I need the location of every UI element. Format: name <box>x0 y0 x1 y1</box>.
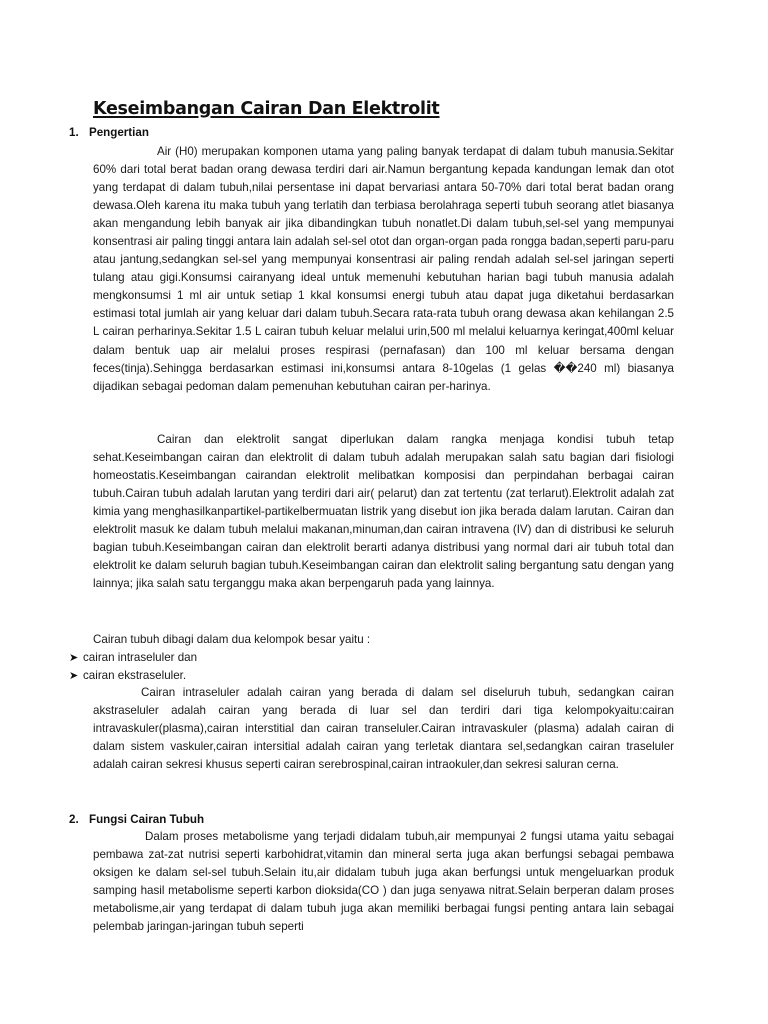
section-number: 1. <box>69 126 79 139</box>
arrow-bullet-icon: ➤ <box>69 652 79 664</box>
list-item: ➤ cairan intraseluler dan <box>69 649 197 667</box>
section-title: Fungsi Cairan Tubuh <box>89 813 205 826</box>
paragraph-kelompok-intro: Cairan tubuh dibagi dalam dua kelompok besar yaitu : <box>93 633 371 646</box>
paragraph-intraseluler: Cairan intraseluler adalah cairan yang berada di dalam sel diseluruh tubuh, sedangkan cairan akstraseluler adalah cairan yang berada di luar sel dan terdiri dari tiga kelompokyaitu:cairan intravaskuler(plasma),cairan interstitial dan cairan transeluler.Cairan intravaskuler (plasma) adalah cairan di dalam sistem vaskuler,cairan intersitial adalah cairan yang terletak diantara sel,sedangkan cairan traseluler adalah cairan sekresi khusus seperti cairan serebrospinal,cairan intraokuler,dan sekresi saluran cerna. <box>93 686 674 772</box>
document-title: Keseimbangan Cairan Dan Elektrolit <box>93 99 440 119</box>
arrow-bullet-icon: ➤ <box>69 670 79 682</box>
section-title: Pengertian <box>89 126 149 139</box>
paragraph-cairan-elektrolit: Cairan dan elektrolit sangat diperlukan dalam rangka menjaga kondisi tubuh tetap sehat.Keseimbangan cairan dan elektrolit di dalam tubuh adalah merupakan salah satu bagian dari fisiologi homeostatis.Keseimbangan cairandan elektrolit melibatkan komposisi dan perpindahan berbagai cairan tubuh.Cairan tubuh adalah larutan yang terdiri dari air( pelarut) dan zat tertentu (zat terlarut).Elektrolit adalah zat kimia yang menghasilkanpartikel-partikelbermuatan listrik yang disebut ion jika berada dalam larutan. Cairan dan elektrolit masuk ke dalam tubuh melalui makanan,minuman,dan cairan intravena (IV) dan di distribusi ke seluruh bagian tubuh.Keseimbangan cairan dan elektrolit berarti adanya distribusi yang normal dari air tubuh total dan elektrolit ke dalam seluruh bagian tubuh.Keseimbangan cairan dan elektrolit saling bergantung satu dengan yang lainnya; jika salah satu terganggu maka akan berpengaruh pada yang lainnya. <box>93 433 674 591</box>
paragraph-air-komponen: Air (H0) merupakan komponen utama yang paling banyak terdapat di dalam tubuh manusia.Sekitar 60% dari total berat badan orang dewasa terdiri dari air.Namun bergantung kepada kandungan lemak dan otot yang terdapat di dalam tubuh,nilai persentase ini dapat bervariasi antara 50-70% dari total berat badan orang dewasa.Oleh karena itu maka tubuh yang terlatih dan terbiasa berolahraga seperti tubuh seorang atlet biasanya akan mengandung lebih banyak air jika dibandingkan tubuh nonatlet.Di dalam tubuh,sel-sel yang mempunyai konsentrasi air paling tinggi antara lain adalah sel-sel otot dan organ-organ pada rongga badan,seperti paru-paru atau jantung,sedangkan sel-sel yang mempunyai konsentrasi air paling rendah adalah sel-sel jaringan seperti tulang atau gigi.Konsumsi cairanyang ideal untuk memenuhi kebutuhan harian bagi tubuh manusia adalah mengkonsumsi 1 ml air untuk setiap 1 kkal konsumsi energi tubuh atau dapat juga diketahui berdasarkan estimasi total jumlah air yang keluar dari dalam tubuh.Secara rata-rata tubuh orang dewasa akan kehilangan 2.5 L cairan perharinya.Sekitar 1.5 L cairan tubuh keluar melalui urin,500 ml melalui keluarnya keringat,400ml keluar dalam bentuk uap air melalui proses respirasi (pernafasan) dan 100 ml keluar bersama dengan feces(tinja).Sehingga berdasarkan estimasi ini,konsumsi antara 8-10gelas (1 gelas ��240 ml) biasanya dijadikan sebagai pedoman dalam pemenuhan kebutuhan cairan per-harinya. <box>93 145 674 393</box>
bullet-list <box>69 649 197 685</box>
section-heading-pengertian <box>69 124 149 142</box>
section-heading-fungsi <box>69 811 204 829</box>
list-item: ➤ cairan ekstraseluler. <box>69 667 197 685</box>
section-number: 2. <box>69 813 79 826</box>
paragraph-metabolisme: Dalam proses metabolisme yang terjadi didalam tubuh,air mempunyai 2 fungsi utama yaitu sebagai pembawa zat-zat nutrisi seperti karbohidrat,vitamin dan mineral serta juga akan berfungsi sebagai pembawa oksigen ke dalam sel-sel tubuh.Selain itu,air didalam tubuh juga akan berfungsi untuk mengeluarkan produk samping hasil metabolisme seperti karbon dioksida(CO ) dan juga senyawa nitrat.Selain berperan dalam proses metabolisme,air yang terdapat di dalam tubuh juga akan memiliki berbagai fungsi penting antara lain sebagai pelembab jaringan-jaringan tubuh seperti <box>93 830 674 934</box>
